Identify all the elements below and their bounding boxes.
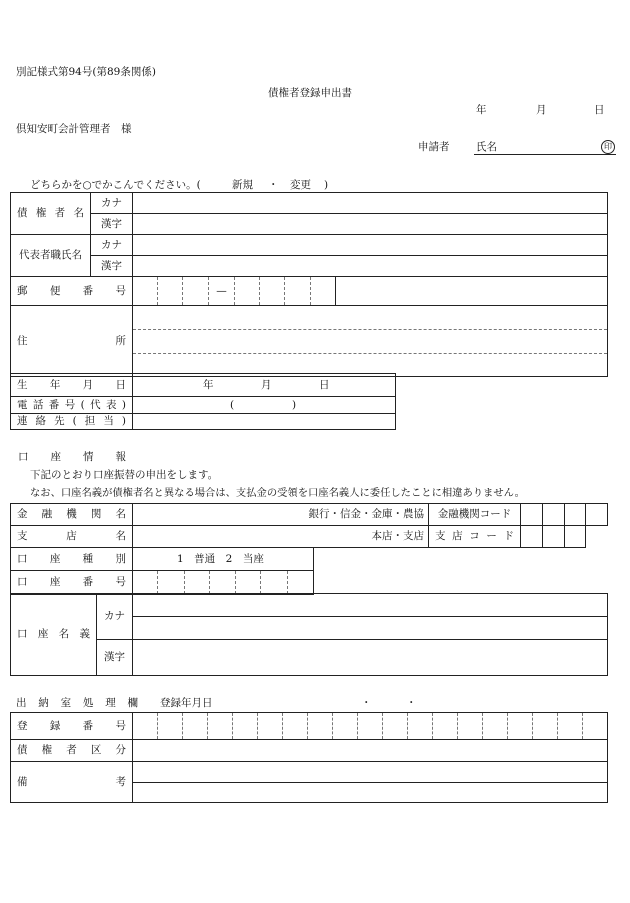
bank-table (10, 503, 608, 548)
birth-day-label: 日 (319, 379, 330, 391)
account-digit[interactable] (288, 571, 313, 594)
rep-kana-label: カナ (91, 235, 133, 256)
account-type-label: 口座種別 (11, 548, 133, 571)
bank-code-digit[interactable] (542, 504, 564, 526)
creditor-category-field[interactable] (133, 740, 608, 762)
birth-year-label: 年 (203, 379, 214, 391)
page-title: 債権者登録申出書 (268, 87, 352, 99)
postal-label: 郵便番号 (11, 277, 133, 306)
registration-digit[interactable] (558, 713, 583, 739)
bank-name-label: 金融機関名 (11, 504, 133, 526)
registration-date-dot-2: ・ (406, 697, 417, 709)
account-digit[interactable] (133, 571, 158, 594)
branch-code-digit[interactable] (542, 526, 564, 548)
bank-code-digit[interactable] (586, 504, 608, 526)
postal-dash: — (209, 277, 235, 305)
choice-change[interactable]: 変更 (290, 179, 311, 191)
account-type-options[interactable]: 1 普通 2 当座 (133, 548, 314, 571)
postal-digit[interactable] (285, 277, 311, 305)
registration-digit[interactable] (158, 713, 183, 739)
bank-type-options[interactable]: 銀行・信金・金庫・農協 (133, 504, 429, 526)
bank-code-label: 金融機関コード (429, 504, 521, 526)
account-type-table (10, 547, 314, 595)
account-digit[interactable] (158, 571, 184, 594)
account-digit[interactable] (261, 571, 287, 594)
address-label: 住所 (11, 306, 133, 377)
holder-kana-label: カナ (97, 594, 133, 640)
form-number: 別記様式第94号(第89条関係) (16, 66, 156, 78)
registration-digit[interactable] (483, 713, 508, 739)
registration-date-label: 登録年月日 (160, 697, 213, 709)
contact-table (10, 373, 396, 430)
address-field[interactable] (133, 306, 608, 377)
registration-digit[interactable] (308, 713, 333, 739)
branch-type-options[interactable]: 本店・支店 (133, 526, 429, 548)
holder-kanji-label: 漢字 (97, 640, 133, 676)
registration-number-label: 登録番号 (11, 713, 133, 740)
phone-open-paren: ( (230, 399, 235, 411)
registration-digit[interactable] (358, 713, 383, 739)
registration-digit[interactable] (408, 713, 433, 739)
phone-field[interactable] (133, 397, 396, 414)
account-holder-table (10, 593, 608, 676)
registration-digit[interactable] (258, 713, 283, 739)
seal-mark: 印 (601, 140, 615, 154)
rep-kanji-field[interactable] (133, 256, 608, 277)
choice-new[interactable]: 新規 (232, 179, 253, 191)
registration-digit[interactable] (233, 713, 258, 739)
address-line[interactable] (133, 306, 607, 330)
registration-digit[interactable] (583, 713, 607, 739)
applicant-label: 申請者 (418, 141, 450, 153)
account-holder-label: 口座名義 (11, 594, 97, 676)
branch-code-label: 支店コード (429, 526, 521, 548)
remarks-label: 備考 (11, 762, 133, 803)
branch-code-digit[interactable] (564, 526, 586, 548)
creditor-kana-label: カナ (91, 193, 133, 214)
date-year-label: 年 (476, 104, 487, 116)
rep-name-label: 代表者職氏名 (11, 235, 91, 277)
contact-field[interactable] (133, 414, 396, 430)
creditor-table (10, 192, 608, 377)
rep-kanji-label: 漢字 (91, 256, 133, 277)
account-digit[interactable] (236, 571, 261, 594)
creditor-category-label: 債権者区分 (11, 740, 133, 762)
account-section-title: 口座情報 (18, 451, 126, 463)
registration-digit[interactable] (383, 713, 408, 739)
postal-digit[interactable] (235, 277, 260, 305)
phone-label: 電話番号(代表) (11, 397, 133, 414)
choice-instruction: どちらかを○でかこんでください。( (30, 179, 201, 191)
bank-code-digit[interactable] (521, 504, 543, 526)
registration-digit[interactable] (208, 713, 233, 739)
birth-month-label: 月 (261, 379, 272, 391)
postal-digit[interactable] (133, 277, 158, 305)
account-note-1: 下記のとおり口座振替の申出をします。 (30, 469, 219, 481)
account-digit[interactable] (210, 571, 236, 594)
birth-label: 生年月日 (11, 374, 133, 397)
creditor-kanji-field[interactable] (133, 214, 608, 235)
date-day-label: 日 (594, 104, 605, 116)
registration-date-dot-1: ・ (361, 697, 372, 709)
office-section-title: 出納室処理欄 (16, 697, 138, 709)
registration-digit[interactable] (433, 713, 458, 739)
choice-close: ) (324, 179, 329, 191)
remarks-line[interactable] (133, 783, 607, 802)
phone-close-paren: ) (292, 399, 297, 411)
signature-line[interactable] (474, 154, 616, 155)
registration-digit[interactable] (458, 713, 483, 739)
choice-separator: ・ (268, 179, 279, 191)
branch-name-label: 支店名 (11, 526, 133, 548)
creditor-kanji-label: 漢字 (91, 214, 133, 235)
birth-field[interactable] (133, 374, 396, 397)
registration-digit[interactable] (183, 713, 208, 739)
holder-kana-line[interactable] (133, 617, 607, 639)
creditor-name-label: 債権者名 (11, 193, 91, 235)
holder-kana-line[interactable] (133, 594, 607, 617)
holder-kanji-field[interactable] (133, 640, 608, 676)
registration-digit[interactable] (533, 713, 558, 739)
remarks-line[interactable] (133, 762, 607, 783)
account-number-label: 口座番号 (11, 571, 133, 595)
registration-digit[interactable] (333, 713, 358, 739)
postal-digit[interactable] (260, 277, 285, 305)
remarks-field[interactable] (133, 762, 608, 803)
postal-digit[interactable] (311, 277, 336, 305)
bank-code-digit[interactable] (564, 504, 586, 526)
registration-digit[interactable] (283, 713, 308, 739)
registration-digit[interactable] (508, 713, 533, 739)
branch-code-digit[interactable] (521, 526, 543, 548)
name-label: 氏名 (476, 141, 497, 153)
rep-kana-field[interactable] (133, 235, 608, 256)
account-number-field[interactable] (133, 571, 314, 595)
registration-digit[interactable] (133, 713, 158, 739)
creditor-kana-field[interactable] (133, 193, 608, 214)
contact-label: 連絡先(担当) (11, 414, 133, 430)
office-table (10, 712, 608, 803)
account-digit[interactable] (185, 571, 210, 594)
postal-digit[interactable] (183, 277, 209, 305)
postal-code-field[interactable] (133, 277, 608, 306)
registration-number-field[interactable] (133, 713, 608, 740)
account-note-2: なお、口座名義が債権者名と異なる場合は、支払金の受領を口座名義人に委任したことに相違ありません。 (30, 487, 525, 499)
postal-digit[interactable] (158, 277, 183, 305)
address-line[interactable] (133, 330, 607, 354)
holder-kana-field[interactable] (133, 594, 608, 640)
date-month-label: 月 (536, 104, 547, 116)
addressee: 倶知安町会計管理者 様 (16, 123, 132, 135)
